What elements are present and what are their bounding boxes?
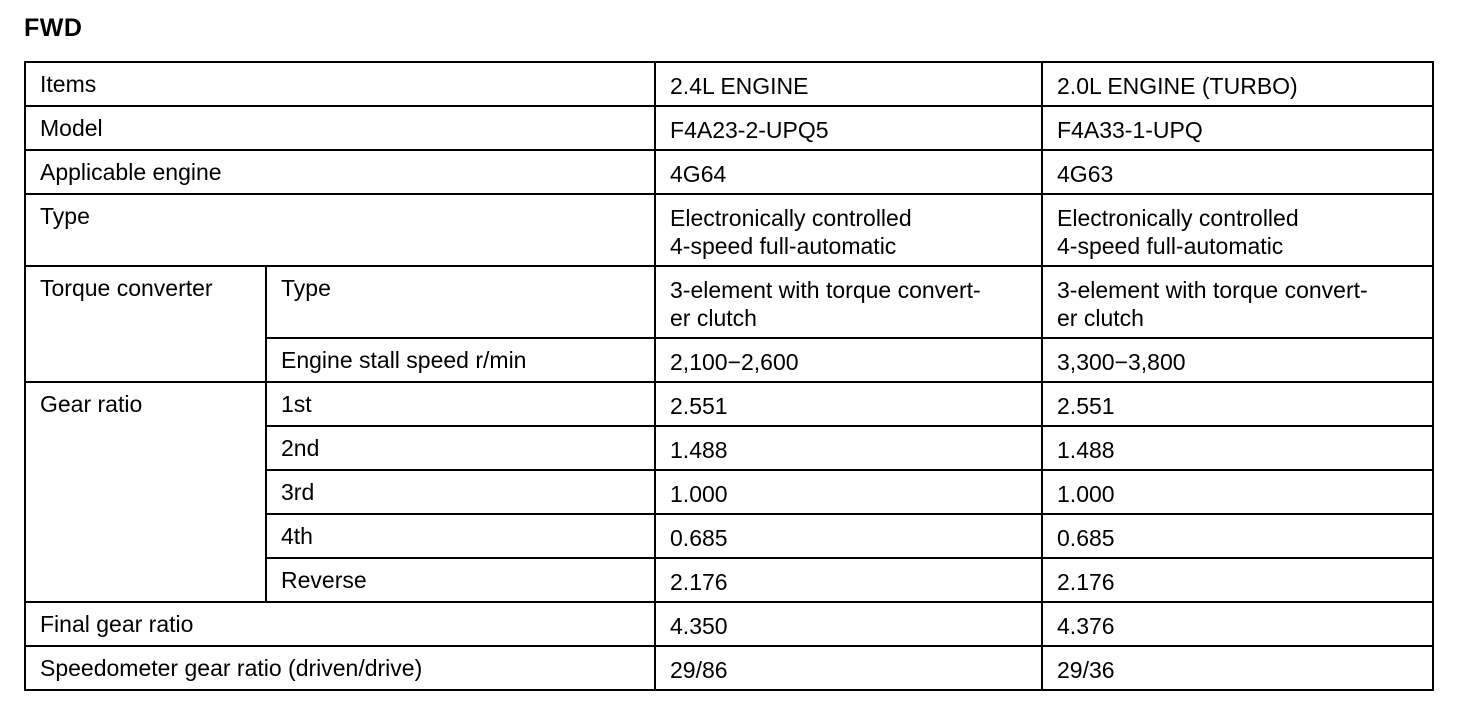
items-header: Items	[25, 62, 655, 106]
type-label: Type	[25, 194, 655, 266]
torque-converter-type-label: Type	[266, 266, 655, 338]
gear-value-20-1st: 2.551	[1042, 382, 1433, 426]
gear-value-24-4th: 0.685	[655, 514, 1042, 558]
model-label: Model	[25, 106, 655, 150]
section-heading: FWD	[24, 14, 83, 42]
stall-speed-value-24: 2,100−2,600	[655, 338, 1042, 382]
gear-value-24-1st: 2.551	[655, 382, 1042, 426]
gear-value-24-3rd: 1.000	[655, 470, 1042, 514]
type-value-24-line2: 4-speed full-automatic	[670, 233, 897, 259]
table-row	[25, 646, 1433, 690]
final-gear-ratio-value-24: 4.350	[655, 602, 1042, 646]
speedometer-gear-ratio-label: Speedometer gear ratio (driven/drive)	[25, 646, 655, 690]
model-value-20: F4A33-1-UPQ	[1042, 106, 1433, 150]
table-row	[25, 602, 1433, 646]
gear-label-4th: 4th	[266, 514, 655, 558]
torque-converter-type-value-20-line1: 3-element with torque convert-	[1057, 277, 1368, 303]
table-row	[25, 106, 1433, 150]
torque-converter-type-value-20-line2: er clutch	[1057, 305, 1144, 331]
gear-label-1st: 1st	[266, 382, 655, 426]
model-value-24: F4A23-2-UPQ5	[655, 106, 1042, 150]
table-header-row	[25, 62, 1433, 106]
type-value-24	[655, 194, 1042, 266]
type-value-20-line1: Electronically controlled	[1057, 205, 1299, 231]
table-row	[25, 266, 1433, 338]
torque-converter-label: Torque converter	[25, 266, 266, 382]
gear-value-20-4th: 0.685	[1042, 514, 1433, 558]
type-value-24-line1: Electronically controlled	[670, 205, 912, 231]
torque-converter-type-value-24-line1: 3-element with torque convert-	[670, 277, 981, 303]
stall-speed-value-20: 3,300−3,800	[1042, 338, 1433, 382]
final-gear-ratio-label: Final gear ratio	[25, 602, 655, 646]
table-row	[25, 382, 1433, 426]
gear-label-3rd: 3rd	[266, 470, 655, 514]
gear-value-20-3rd: 1.000	[1042, 470, 1433, 514]
torque-converter-type-value-20	[1042, 266, 1433, 338]
table-row	[25, 150, 1433, 194]
gear-value-20-reverse: 2.176	[1042, 558, 1433, 602]
table-row	[25, 194, 1433, 266]
speedometer-gear-ratio-value-24: 29/86	[655, 646, 1042, 690]
type-value-20	[1042, 194, 1433, 266]
transmission-spec-table	[24, 61, 1434, 691]
torque-converter-type-value-24	[655, 266, 1042, 338]
gear-label-reverse: Reverse	[266, 558, 655, 602]
engine-20-header: 2.0L ENGINE (TURBO)	[1042, 62, 1433, 106]
torque-converter-type-value-24-line2: er clutch	[670, 305, 757, 331]
gear-label-2nd: 2nd	[266, 426, 655, 470]
engine-24-header: 2.4L ENGINE	[655, 62, 1042, 106]
final-gear-ratio-value-20: 4.376	[1042, 602, 1433, 646]
applicable-engine-label: Applicable engine	[25, 150, 655, 194]
applicable-engine-value-24: 4G64	[655, 150, 1042, 194]
gear-ratio-label: Gear ratio	[25, 382, 266, 602]
gear-value-24-reverse: 2.176	[655, 558, 1042, 602]
applicable-engine-value-20: 4G63	[1042, 150, 1433, 194]
gear-value-24-2nd: 1.488	[655, 426, 1042, 470]
type-value-20-line2: 4-speed full-automatic	[1057, 233, 1284, 259]
stall-speed-label: Engine stall speed r/min	[266, 338, 655, 382]
speedometer-gear-ratio-value-20: 29/36	[1042, 646, 1433, 690]
gear-value-20-2nd: 1.488	[1042, 426, 1433, 470]
